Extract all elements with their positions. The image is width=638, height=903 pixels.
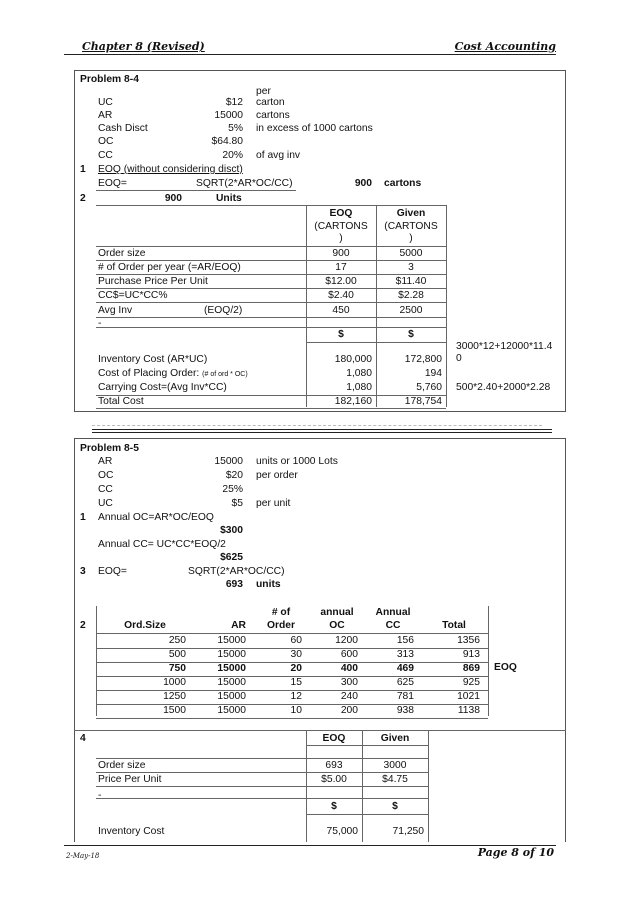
param-cc-unit: of avg inv: [256, 150, 301, 161]
col-orders-2: Order: [266, 620, 296, 631]
col-ord-size: Ord.Size: [124, 620, 166, 631]
footer-date: 2-May-18: [66, 852, 100, 860]
order-table-cell: 60: [290, 635, 302, 646]
order-table-cell: 869: [462, 663, 480, 674]
order-table-cell: 240: [340, 691, 358, 702]
order-table-cell: 1356: [457, 635, 480, 646]
table-rule: [96, 274, 446, 275]
order-table-cell: 600: [340, 649, 358, 660]
formula-underline: [96, 190, 296, 191]
s4-order-size-label: Order size: [98, 760, 146, 771]
eoq-eq-label: EOQ=: [98, 566, 127, 577]
eoq-eq-label: EOQ=: [98, 178, 127, 189]
param-ar-unit: units or 1000 Lots: [256, 456, 338, 467]
table-rule: [96, 772, 428, 773]
annual-cc-formula: Annual CC= UC*CC*EOQ/2: [98, 539, 226, 550]
row-orders-label: # of Order per year (=AR/EOQ): [98, 262, 241, 273]
step-2-num: 2: [80, 620, 86, 631]
s4-inventory-cost-label: Inventory Cost: [98, 826, 165, 837]
row-order-size-eoq: 900: [332, 248, 350, 259]
table-rule: [96, 718, 488, 719]
step-3-num: 3: [80, 566, 86, 577]
param-ar-label: AR: [98, 110, 113, 121]
row-price-given: $11.40: [395, 276, 427, 287]
row-orders-given: 3: [408, 262, 414, 273]
param-cc-value: 25%: [222, 484, 243, 495]
col-given-header: Given: [396, 208, 426, 219]
inventory-cost-eoq: 180,000: [334, 354, 372, 365]
param-disc-value: 5%: [228, 123, 243, 134]
order-table-cell: 12: [290, 691, 302, 702]
step-2-num: 2: [80, 193, 86, 204]
order-table-cell: 1021: [457, 691, 480, 702]
note-carrying-calc: 500*2.40+2000*2.28: [456, 382, 551, 393]
order-table-cell: 313: [396, 649, 414, 660]
eoq-result: 900: [354, 178, 372, 189]
step-4-num: 4: [80, 733, 86, 744]
placing-cost-formula: (# of ord * OC): [202, 371, 248, 378]
order-table-cell: 913: [462, 649, 480, 660]
table-col-line: [428, 730, 429, 842]
order-table-cell: 300: [340, 677, 358, 688]
param-oc-label: OC: [98, 470, 114, 481]
s4-price-given: $4.75: [382, 774, 408, 785]
order-table-cell: 750: [168, 663, 186, 674]
col-annual-oc-1: annual: [320, 607, 354, 618]
placing-cost-given: 194: [424, 368, 442, 379]
total-cost-given: 178,754: [404, 396, 442, 407]
order-table-cell: 469: [396, 663, 414, 674]
param-oc-value: $20: [225, 470, 243, 481]
col-eoq-unit: (CARTONS: [314, 221, 368, 232]
order-table-cell: 400: [340, 663, 358, 674]
param-uc-unit: carton: [256, 97, 285, 108]
problem-8-4-title: Problem 8-4: [80, 74, 139, 85]
col-total: Total: [442, 620, 466, 631]
table-rule: [96, 327, 446, 328]
eoq-tag: EOQ: [494, 662, 517, 673]
param-uc-unit: per unit: [256, 498, 291, 509]
row-cc-eoq: $2.40: [328, 290, 354, 301]
table-rule: [96, 288, 446, 289]
s4-order-size-eoq: 693: [325, 760, 343, 771]
eoq-result: 693: [225, 579, 243, 590]
row-order-size-given: 5000: [399, 248, 423, 259]
table-rule: [306, 814, 428, 815]
param-ar-value: 15000: [214, 456, 243, 467]
placing-cost-eoq: 1,080: [346, 368, 372, 379]
order-table-cell: 781: [396, 691, 414, 702]
param-ar-label: AR: [98, 456, 113, 467]
col-annual-cc-2: CC: [385, 620, 401, 631]
s4-price-eoq: $5.00: [321, 774, 347, 785]
param-ar-unit: cartons: [256, 110, 290, 121]
table-top-rule: [96, 205, 446, 206]
col-ar: AR: [231, 620, 246, 631]
row-order-size-label: Order size: [98, 248, 146, 259]
order-table-cell: 1200: [335, 635, 358, 646]
col-eoq-header: EOQ: [322, 733, 346, 744]
order-table-cell: 15: [290, 677, 302, 688]
order-table-cell: 15000: [217, 677, 246, 688]
annual-cc-value: $625: [220, 552, 243, 563]
dashed-separator: [92, 425, 542, 426]
order-table-cell: 1250: [163, 691, 186, 702]
table-col-line: [96, 606, 97, 716]
row-avg-inv-eoq: 450: [332, 305, 350, 316]
inventory-cost-given: 172,800: [404, 354, 442, 365]
order-table-cell: 15000: [217, 649, 246, 660]
double-rule: [92, 429, 552, 430]
header-rule: [64, 54, 556, 55]
table-rule: [96, 633, 488, 634]
total-cost-label: Total Cost: [98, 396, 144, 407]
section-rule: [74, 730, 566, 731]
s4-price-label: Price Per Unit: [98, 774, 162, 785]
col-given-unit-close: ): [409, 233, 413, 244]
table-rule: [96, 786, 428, 787]
table-rule: [96, 758, 428, 759]
carrying-cost-eoq: 1,080: [346, 382, 372, 393]
row-cc-given: $2.28: [398, 290, 424, 301]
order-table-cell: 10: [290, 705, 302, 716]
s4-inventory-cost-given: 71,250: [392, 826, 424, 837]
inventory-cost-label: Inventory Cost (AR*UC): [98, 354, 208, 365]
table-col-line: [446, 205, 447, 407]
table-rule: [96, 246, 446, 247]
step-2-value: 900: [164, 193, 182, 204]
eoq-result-unit: cartons: [384, 178, 422, 189]
order-table-cell: 20: [290, 663, 302, 674]
param-uc-label: UC: [98, 498, 113, 509]
order-table-cell: 938: [396, 705, 414, 716]
row-avg-inv-given: 2500: [399, 305, 423, 316]
order-table-cell: 15000: [217, 691, 246, 702]
double-rule: [92, 432, 552, 433]
param-cc-value: 20%: [222, 150, 243, 161]
annual-oc-formula: Annual OC=AR*OC/EOQ: [98, 512, 214, 523]
problem-8-5-title: Problem 8-5: [80, 443, 139, 454]
step-1-num: 1: [80, 512, 86, 523]
eoq-result-unit: units: [256, 579, 281, 590]
col-given-currency: $: [408, 329, 414, 340]
order-table-cell: 625: [396, 677, 414, 688]
param-uc-unit-pre: per: [256, 86, 271, 97]
table-rule: [96, 260, 446, 261]
carrying-cost-label: Carrying Cost=(Avg Inv*CC): [98, 382, 227, 393]
param-uc-value: $5: [231, 498, 243, 509]
row-price-label: Purchase Price Per Unit: [98, 276, 208, 287]
order-table-cell: 200: [340, 705, 358, 716]
order-table-cell: 1000: [163, 677, 186, 688]
param-oc-label: OC: [98, 136, 114, 147]
table-rule: [306, 342, 446, 343]
param-uc-value: $12: [225, 97, 243, 108]
order-table-cell: 925: [462, 677, 480, 688]
footer-page: Page 8 of 10: [477, 846, 554, 859]
param-disc-unit: in excess of 1000 cartons: [256, 123, 373, 134]
param-disc-label: Cash Disct: [98, 123, 148, 134]
step-2-unit: Units: [216, 193, 242, 204]
s4-inventory-cost-eoq: 75,000: [326, 826, 358, 837]
order-table-cell: 156: [396, 635, 414, 646]
table-rule: [306, 745, 428, 746]
param-ar-value: 15000: [214, 110, 243, 121]
chapter-header: Chapter 8 (Revised): [82, 40, 205, 53]
col-eoq-currency: $: [338, 329, 344, 340]
order-table-cell: 1500: [163, 705, 186, 716]
placing-cost-label-text: Cost of Placing Order:: [98, 368, 200, 379]
eoq-formula: SQRT(2*AR*OC/CC): [188, 566, 285, 577]
param-oc-unit: per order: [256, 470, 298, 481]
table-rule: [96, 798, 428, 799]
placing-cost-label: [98, 368, 248, 381]
order-table-cell: 30: [290, 649, 302, 660]
table-col-line: [488, 606, 489, 716]
order-table-cell: 15000: [217, 705, 246, 716]
row-avg-inv-label: Avg Inv: [98, 305, 133, 316]
col-annual-cc-1: Annual: [375, 607, 411, 618]
param-uc-label: UC: [98, 97, 113, 108]
step-1-num: 1: [80, 164, 86, 175]
param-cc-label: CC: [98, 484, 113, 495]
param-oc-value: $64.80: [211, 136, 243, 147]
separator-dash: -: [98, 318, 102, 329]
eoq-formula: SQRT(2*AR*OC/CC): [196, 178, 293, 189]
note-inventory-calc-cont: 0: [456, 353, 462, 364]
total-cost-eoq: 182,160: [334, 396, 372, 407]
order-table-cell: 1138: [457, 705, 480, 716]
col-given-currency: $: [392, 801, 398, 812]
row-orders-eoq: 17: [335, 262, 347, 273]
col-orders-1: # of: [271, 607, 291, 618]
col-eoq-unit-close: ): [339, 233, 343, 244]
note-inventory-calc: 3000*12+12000*11.4: [456, 341, 553, 352]
col-given-header: Given: [380, 733, 410, 744]
step-1-title: EOQ (without considering disct): [98, 164, 243, 175]
order-table-cell: 500: [168, 649, 186, 660]
col-eoq-currency: $: [331, 801, 337, 812]
col-given-unit: (CARTONS: [384, 221, 438, 232]
subject-header: Cost Accounting: [454, 40, 556, 53]
separator-dash: -: [98, 790, 102, 801]
col-annual-oc-2: OC: [329, 620, 345, 631]
annual-oc-value: $300: [220, 525, 243, 536]
carrying-cost-given: 5,760: [416, 382, 442, 393]
param-cc-label: CC: [98, 150, 113, 161]
order-table-cell: 15000: [217, 635, 246, 646]
table-bottom-rule: [96, 408, 446, 409]
s4-order-size-given: 3000: [383, 760, 407, 771]
col-eoq-header: EOQ: [329, 208, 353, 219]
order-table-cell: 15000: [217, 663, 246, 674]
order-table-cell: 250: [168, 635, 186, 646]
row-avg-inv-formula: (EOQ/2): [204, 305, 243, 316]
row-cc-label: CC$=UC*CC%: [98, 290, 168, 301]
table-rule: [96, 302, 446, 303]
row-price-eoq: $12.00: [325, 276, 357, 287]
table-rule: [96, 317, 446, 318]
